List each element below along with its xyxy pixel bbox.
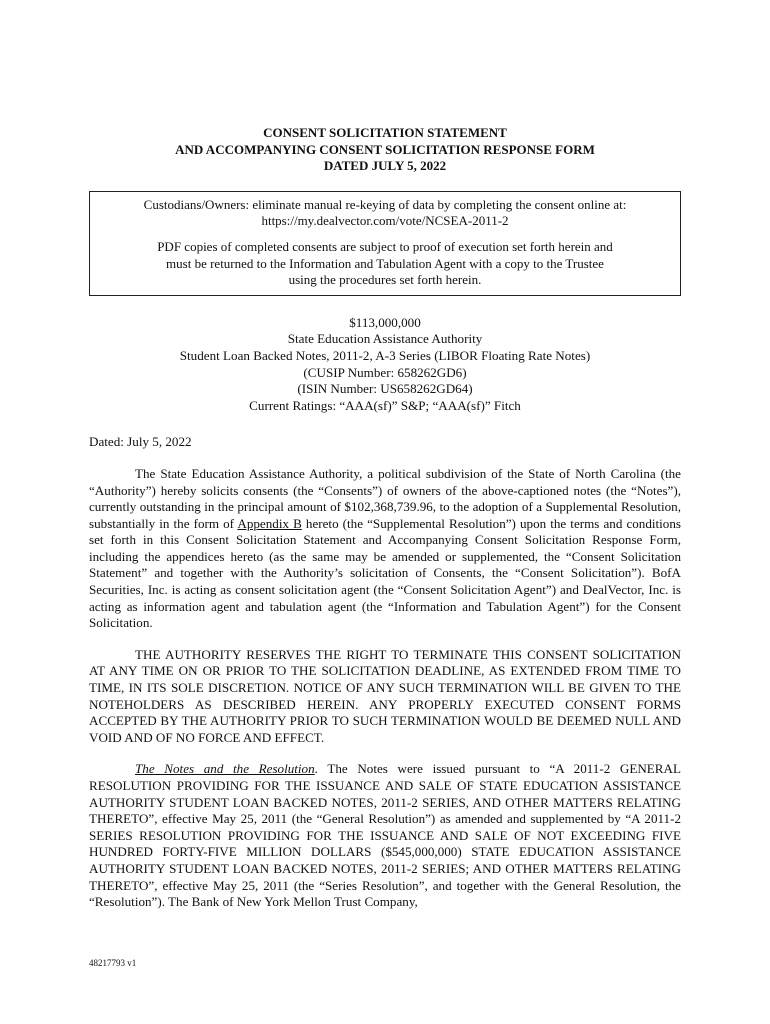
dated-line: Dated: July 5, 2022 <box>89 434 192 450</box>
offering-details <box>89 315 681 415</box>
notes-series: Student Loan Backed Notes, 2011-2, A-3 Series (LIBOR Floating Rate Notes) <box>179 347 591 363</box>
notice-box <box>89 191 681 296</box>
document-footer-id: 48217793 v1 <box>89 958 137 968</box>
title-line-2: AND ACCOMPANYING CONSENT SOLICITATION RESPONSE FORM <box>175 141 595 157</box>
title-line-1: CONSENT SOLICITATION STATEMENT <box>263 125 507 140</box>
pdf-notice-line-3: using the procedures set forth herein. <box>288 272 482 288</box>
appendix-b-link[interactable]: Appendix B <box>237 515 302 531</box>
intro-paragraph <box>89 466 681 632</box>
pdf-notice-line-2: must be returned to the Information and Tabulation Agent with a copy to the Trustee <box>166 255 604 271</box>
consent-url-link[interactable]: https://my.dealvector.com/vote/NCSEA-2011-2 <box>261 213 509 229</box>
pdf-copies-notice <box>102 239 668 289</box>
intro-text-b: hereto (the “Supplemental Resolution”) upon the terms and conditions set forth in this Consent Solicitation Statement and Accompanying Consent Solicitation Response Form, including the appendices hereto (as the same may be amended or supplemented, the “Consent Solicitation Statement” and together with the Authority’s solicitation of Consents, the “Consent Solicitation”). BofA Securities, Inc. is acting as consent solicitation agent (the “Consent Solicitation Agent”) and DealVector, Inc. is acting as information agent and tabulation agent (the “Information and Tabulation Agent”) for the Consent Solicitation. <box>89 515 681 631</box>
online-consent-text: Custodians/Owners: eliminate manual re-keying of data by completing the consent online at: <box>143 196 627 212</box>
document-title <box>89 125 681 175</box>
notes-resolution-paragraph <box>89 761 681 910</box>
online-consent-notice <box>102 197 668 230</box>
notes-resolution-heading: The Notes and the Resolution <box>135 761 315 777</box>
current-ratings: Current Ratings: “AAA(sf)” S&P; “AAA(sf)” Fitch <box>249 397 521 413</box>
notes-resolution-body: . The Notes were issued pursuant to “A 2011-2 GENERAL RESOLUTION PROVIDING FOR THE ISSUANCE AND SALE OF STATE EDUCATION ASSISTANCE AUTHORITY STUDENT LOAN BACKED NOTES, 2011-2 SERIES, AND OTHER MATTERS RELATING THERETO”, effective May 25, 2011 (the “General Resolution”) as amended and supplemented by “A 2011-2 SERIES RESOLUTION PROVIDING FOR THE ISSUANCE AND SALE OF NOT EXCEEDING FIVE HUNDRED FORTY-FIVE MILLION DOLLARS ($545,000,000) STATE EDUCATION ASSISTANCE AUTHORITY STUDENT LOAN BACKED NOTES, 2011-2 SERIES; AND OTHER MATTERS RELATING THERETO”, effective May 25, 2011 (the “Series Resolution”, and together with the General Resolution, the “Resolution”). The Bank of New York Mellon Trust Company, <box>89 761 681 910</box>
termination-notice-paragraph: THE AUTHORITY RESERVES THE RIGHT TO TERMINATE THIS CONSENT SOLICITATION AT ANY TIME ON OR PRIOR TO THE SOLICITATION DEADLINE, AS EXTENDED FROM TIME TO TIME, IN ITS SOLE DISCRETION. NOTICE OF ANY SUCH TERMINATION WILL BE GIVEN TO THE NOTEHOLDERS AS DESCRIBED HEREIN. ANY PROPERLY EXECUTED CONSENT FORMS ACCEPTED BY THE AUTHORITY PRIOR TO SUCH TERMINATION WOULD BE DEEMED NULL AND VOID AND OF NO FORCE AND EFFECT. <box>89 646 681 745</box>
offering-amount: $113,000,000 <box>349 314 421 330</box>
isin-number: (ISIN Number: US658262GD64) <box>297 381 473 397</box>
document-page <box>89 125 681 911</box>
intro-text-a: The State Education Assistance Authority, a political subdivision of the State of North Carolina (the “Authority”) hereby solicits consents (the “Consents”) of owners of the above-captioned notes (the “Notes”), currently outstanding in the principal amount of $102,368,739.96, to the adoption of a Supplemental Resolution, substantially in the form of <box>89 465 681 531</box>
title-line-3: DATED JULY 5, 2022 <box>323 158 447 174</box>
pdf-notice-line-1: PDF copies of completed consents are subject to proof of execution set forth herein and <box>157 238 613 254</box>
cusip-number: (CUSIP Number: 658262GD6) <box>303 364 467 380</box>
issuer-name: State Education Assistance Authority <box>287 331 483 347</box>
